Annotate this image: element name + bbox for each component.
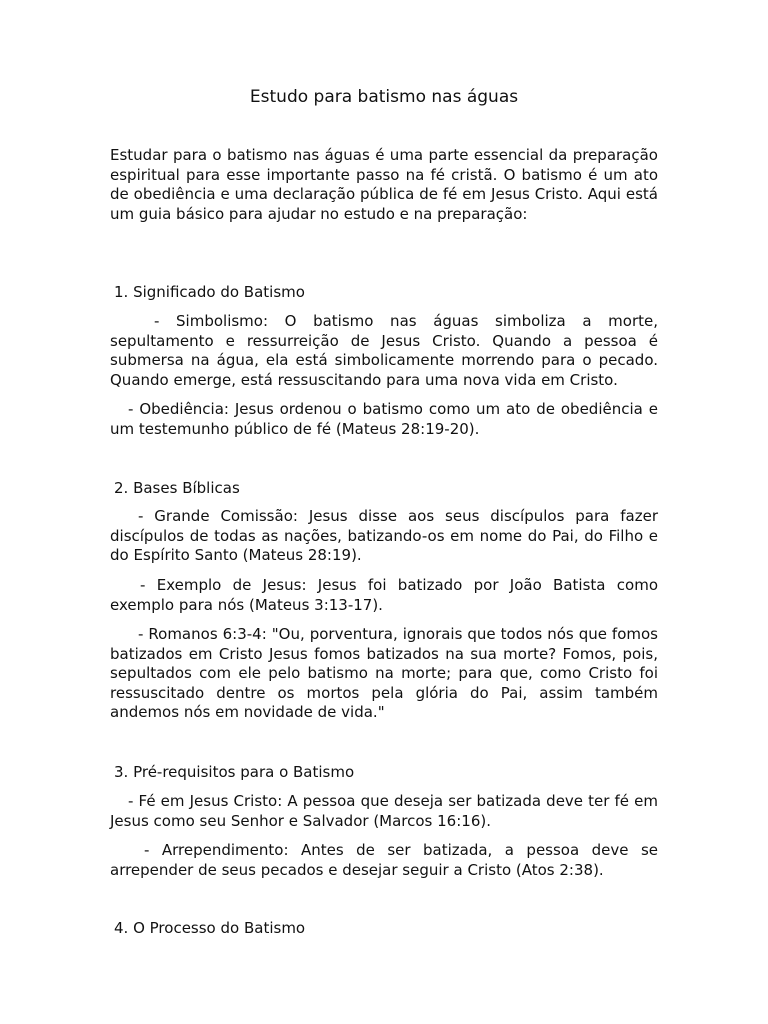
section-1-paragraph-2: - Obediência: Jesus ordenou o batismo como um ato de obediência e um testemunho público de fé (Mateus 28:19-20).: [110, 400, 658, 438]
section-3-paragraph-1: - Fé em Jesus Cristo: A pessoa que deseja ser batizada deve ter fé em Jesus como seu Senhor e Salvador (Marcos 16:16).: [110, 792, 658, 830]
section-2-paragraph-2: - Exemplo de Jesus: Jesus foi batizado por João Batista como exemplo para nós (Mateus 3:13-17).: [110, 576, 658, 614]
section-1-heading: 1. Significado do Batismo: [114, 283, 305, 301]
section-1-paragraph-1: - Simbolismo: O batismo nas águas simboliza a morte, sepultamento e ressurreição de Jesus Cristo. Quando a pessoa é submersa na água, ela está simbolicamente morrendo para o pecado. Quando emerge, está ressuscitando para uma nova vida em Cristo.: [110, 312, 658, 389]
document-title: Estudo para batismo nas águas: [249, 87, 519, 107]
section-4-heading: 4. O Processo do Batismo: [114, 919, 306, 937]
section-2-heading: 2. Bases Bíblicas: [114, 479, 240, 497]
intro-paragraph: Estudar para o batismo nas águas é uma parte essencial da preparação espiritual para esse importante passo na fé cristã. O batismo é um ato de obediência e uma declaração pública de fé em Jesus Cristo. Aqui está um guia básico para ajudar no estudo e na preparação:: [110, 146, 658, 223]
section-3-heading: 3. Pré-requisitos para o Batismo: [114, 763, 355, 781]
section-2-paragraph-3: - Romanos 6:3-4: "Ou, porventura, ignorais que todos nós que fomos batizados em Cristo Jesus fomos batizados na sua morte? Fomos, pois, sepultados com ele pelo batismo na morte; para que, como Cristo foi ressuscitado dentre os mortos pela glória do Pai, assim também andemos nós em novidade de vida.": [110, 625, 658, 721]
section-3-paragraph-2: - Arrependimento: Antes de ser batizada, a pessoa deve se arrepender de seus pecados e desejar seguir a Cristo (Atos 2:38).: [110, 841, 658, 879]
section-2-paragraph-1: - Grande Comissão: Jesus disse aos seus discípulos para fazer discípulos de todas as nações, batizando-os em nome do Pai, do Filho e do Espírito Santo (Mateus 28:19).: [110, 507, 658, 564]
